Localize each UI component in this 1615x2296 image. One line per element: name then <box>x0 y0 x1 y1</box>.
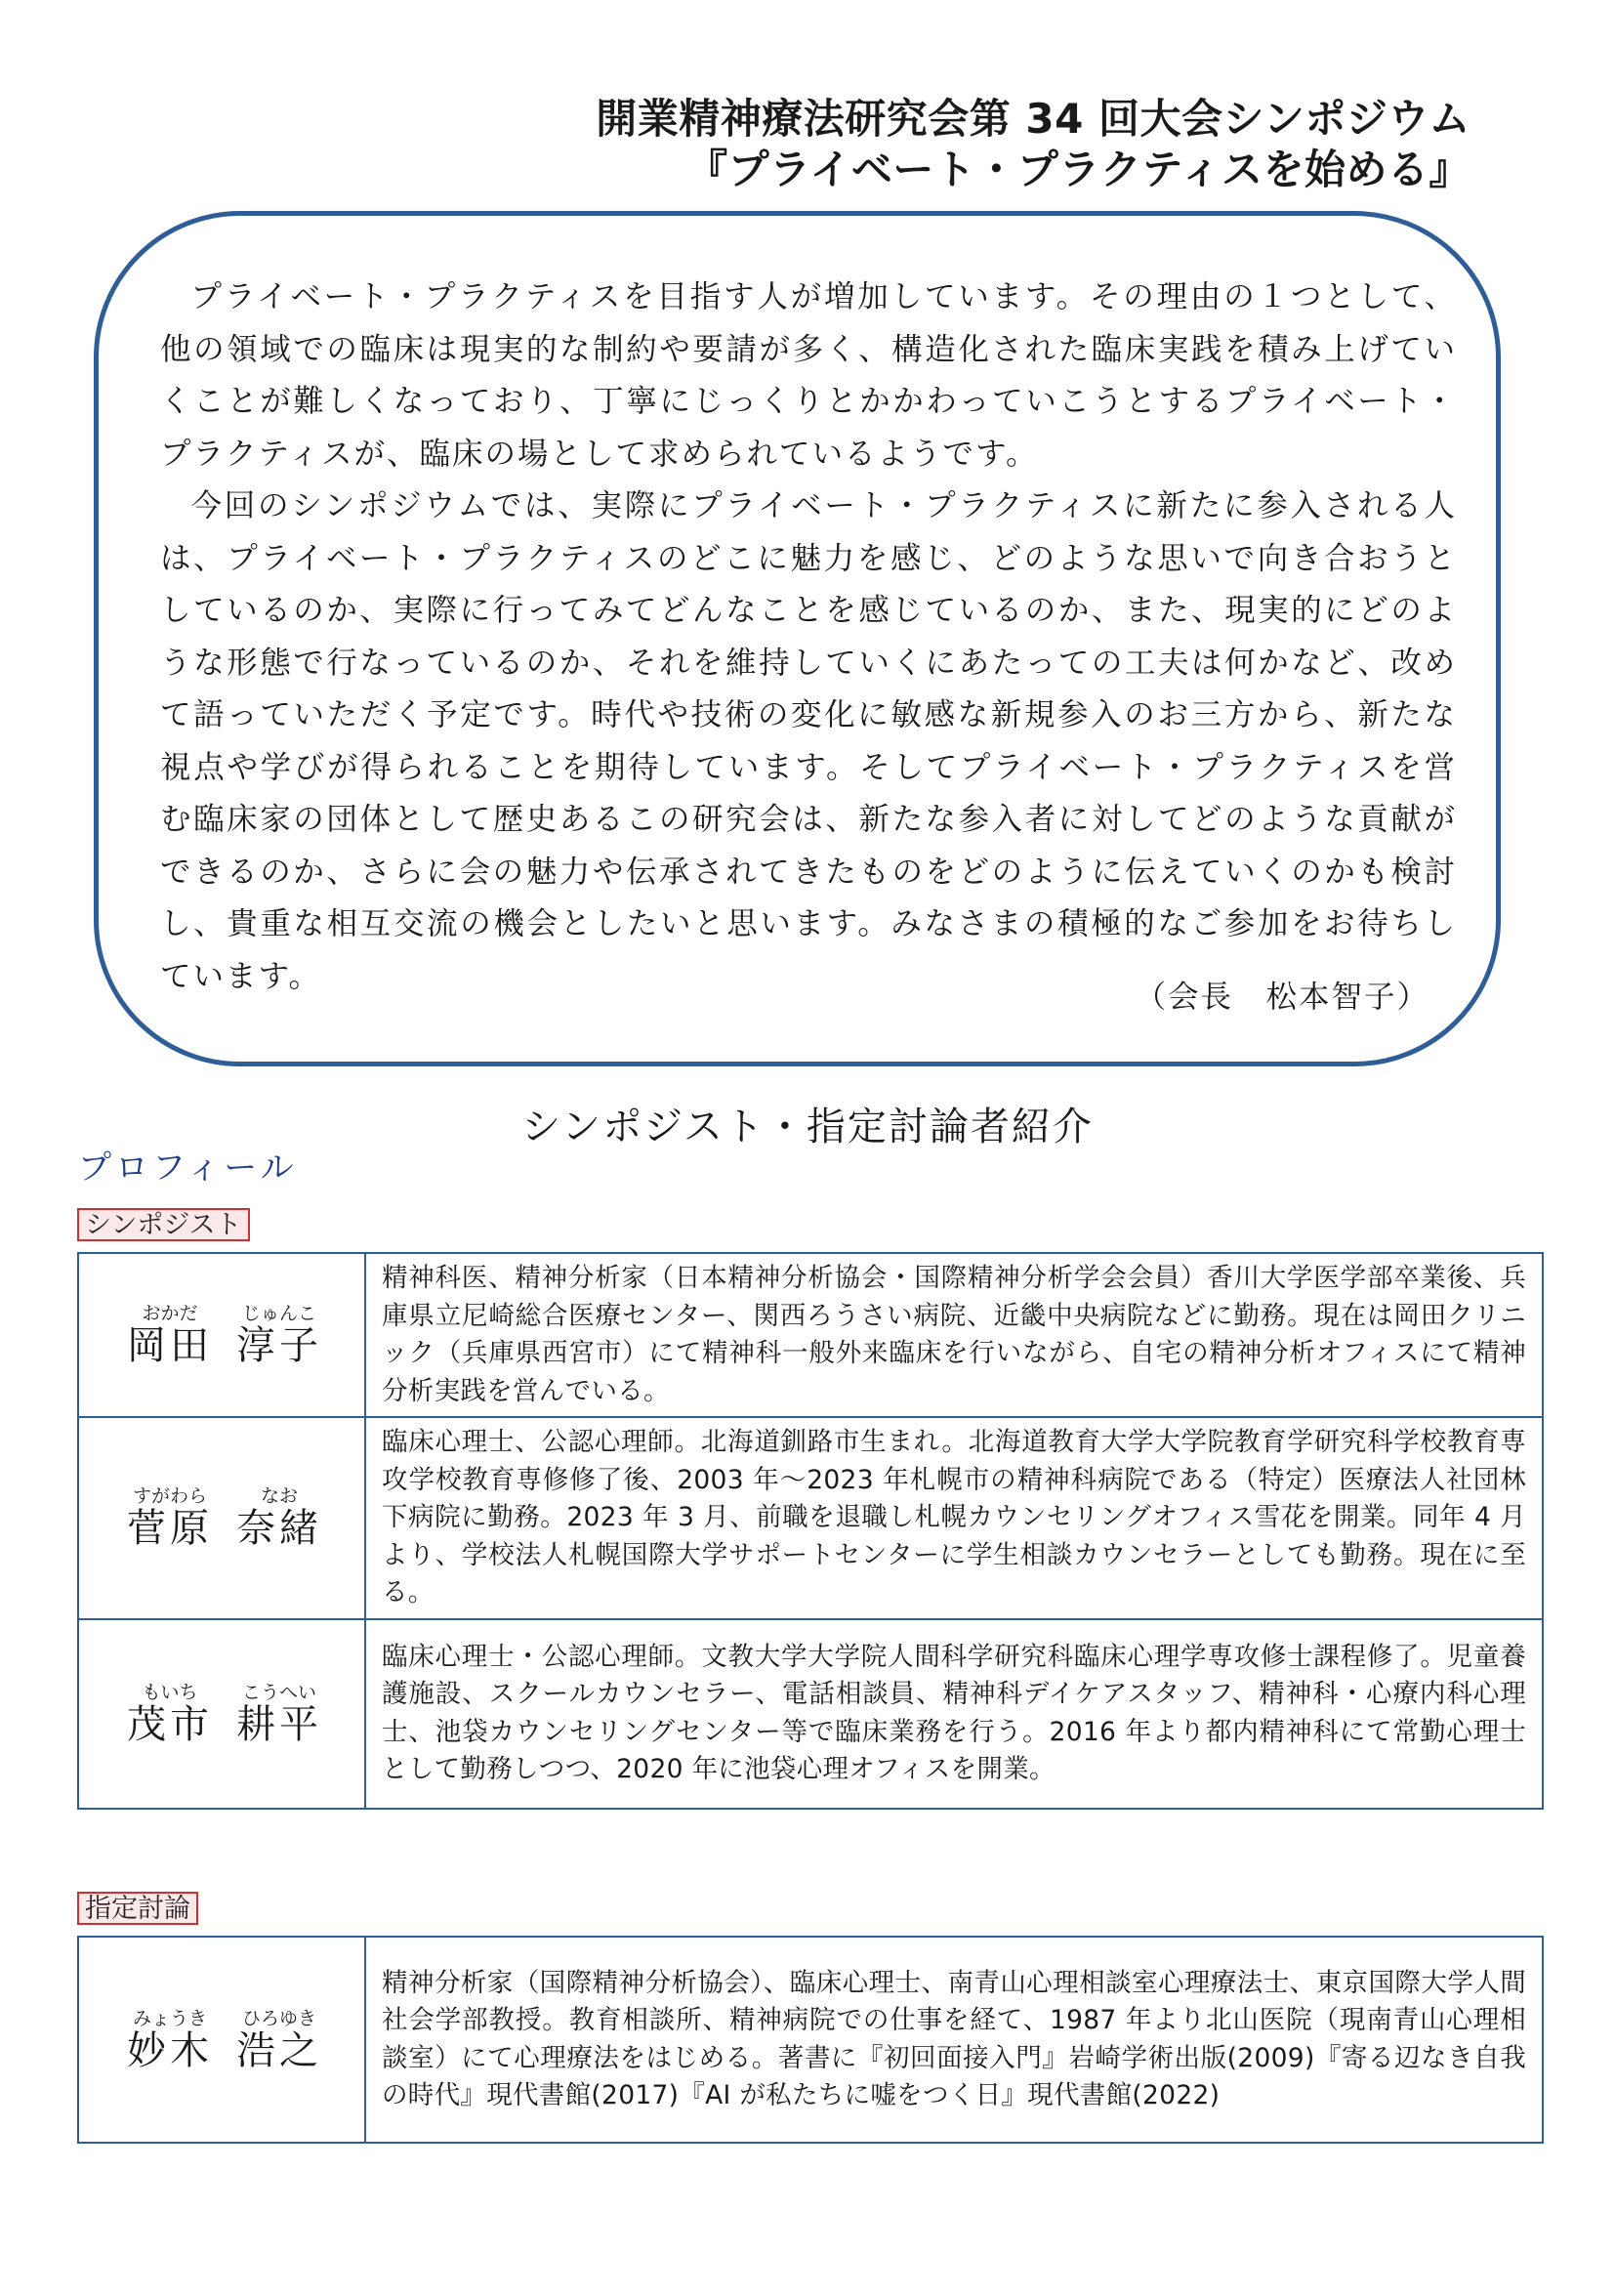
ruby-family: もいち <box>142 1681 198 1703</box>
bio-cell: 精神科医、精神分析家（日本精神分析協会・国際精神分析学会会員）香川大学医学部卒業後、兵庫県立尼崎総合医療センター、関西ろうさい病院、近畿中央病院などに勤務。現在は岡田クリニック（兵庫県西宮市）にて精神科一般外来臨床を行いながら、自宅の精神分析オフィスにて精神分析実践を営んでいる。 <box>365 1253 1543 1417</box>
table-row <box>78 1619 1543 1809</box>
symposist-tag: シンポジスト <box>77 1208 250 1241</box>
intro-text <box>160 271 1457 1003</box>
name-cell <box>78 1417 365 1619</box>
bio-cell: 臨床心理士・公認心理師。文教大学大学院人間科学研究科臨床心理学専攻修士課程修了。児童養護施設、スクールカウンセラー、電話相談員、精神科デイケアスタッフ、精神科・心療内科心理士、池袋カウンセリングセンター等で臨床業務を行う。2016 年より都内精神科にて常勤心理士として勤務しつつ、2020 年に池袋心理オフィスを開業。 <box>365 1619 1543 1809</box>
bio-cell: 精神分析家（国際精神分析協会）、臨床心理士、南青山心理相談室心理療法士、東京国際大学人間社会学部教授。教育相談所、精神病院での仕事を経て、1987 年より北山医院（現南青山心理相談室）にて心理療法をはじめる。著書に『初回面接入門』岩崎学術出版(2009)『寄る辺なき自我の時代』現代書館(2017)『AI が私たちに嘘をつく日』現代書館(2022) <box>365 1937 1543 2143</box>
person-name <box>112 1682 331 1746</box>
name-given: 浩之 <box>236 2027 322 2073</box>
name-family: 茂市 <box>127 1701 213 1747</box>
table-row <box>78 1417 1543 1619</box>
name-given: 耕平 <box>236 1701 322 1747</box>
table-row <box>78 1253 1543 1417</box>
name-ruby <box>112 1682 331 1703</box>
ruby-family: すがわら <box>132 1485 207 1508</box>
name-cell <box>78 1619 365 1809</box>
name-kanji <box>112 2029 331 2072</box>
name-cell <box>78 1253 365 1417</box>
bio-cell: 臨床心理士、公認心理師。北海道釧路市生まれ。北海道教育大学大学院教育学研究科学校教育専攻学校教育専修修了後、2003 年～2023 年札幌市の精神科病院である（特定）医療法人社団林下病院に勤務。2023 年 3 月、前職を退職し札幌カウンセリングオフィス雪花を開業。同年 4 月より、学校法人札幌国際大学サポートセンターに学生相談カウンセラーとしても勤務。現在に至る。 <box>365 1417 1543 1619</box>
intro-signature: （会長 松本智子） <box>1135 980 1429 1015</box>
name-ruby <box>112 1303 331 1324</box>
name-ruby <box>112 1485 331 1507</box>
page-subtitle: 『プライベート・プラクティスを始める』 <box>686 146 1470 193</box>
page-title: 開業精神療法研究会第 34 回大会シンポジウム <box>596 95 1470 143</box>
ruby-given: こうへい <box>241 1681 316 1703</box>
name-kanji <box>112 1507 331 1550</box>
section-title: シンポジスト・指定討論者紹介 <box>521 1105 1094 1149</box>
ruby-given: ひろゆき <box>241 2007 316 2029</box>
name-family: 妙木 <box>127 2027 213 2073</box>
table-row <box>78 1937 1543 2143</box>
name-ruby <box>112 2008 331 2029</box>
name-kanji <box>112 1703 331 1746</box>
name-given: 奈緒 <box>236 1506 322 1552</box>
symposist-table <box>77 1252 1544 1810</box>
discussant-table <box>77 1936 1544 2144</box>
ruby-family: おかだ <box>142 1303 198 1324</box>
profile-heading: プロフィール <box>78 1148 298 1188</box>
intro-paragraph-2: 今回のシンポジウムでは、実際にプライベート・プラクティスに新たに参入される人は、プライベート・プラクティスのどこに魅力を感じ、どのような思いで向き合おうとしているのか、実際に行ってみてどんなことを感じているのか、また、現実的にどのような形態で行なっているのか、それを維持していくにあたっての工夫は何かなど、改めて語っていただく予定です。時代や技術の変化に敏感な新規参入のお三方から、新たな視点や学びが得られることを期待しています。そしてプライベート・プラクティスを営む臨床家の団体として歴史あるこの研究会は、新たな参入者に対してどのような貢献ができるのか、さらに会の魅力や伝承されてきたものをどのように伝えていくのかも検討し、貴重な相互交流の機会としたいと思います。みなさまの積極的なご参加をお待ちしています。 <box>160 488 1457 994</box>
person-name <box>112 1303 331 1367</box>
discussant-tag: 指定討論 <box>77 1892 198 1925</box>
name-given: 淳子 <box>236 1323 322 1368</box>
ruby-given: じゅんこ <box>241 1303 316 1324</box>
ruby-given: なお <box>260 1485 298 1508</box>
name-family: 菅原 <box>127 1506 213 1552</box>
name-cell <box>78 1937 365 2143</box>
person-name <box>112 2008 331 2072</box>
page-title-block <box>596 94 1470 195</box>
name-family: 岡田 <box>127 1323 213 1368</box>
person-name <box>112 1485 331 1550</box>
ruby-family: みょうき <box>132 2007 207 2029</box>
name-kanji <box>112 1324 331 1367</box>
intro-paragraph-1: プライベート・プラクティスを目指す人が増加しています。その理由の１つとして、他の領域での臨床は現実的な制約や要請が多く、構造化された臨床実践を積み上げていくことが難しくなっており、丁寧にじっくりとかかわっていこうとするプライベート・プラクティスが、臨床の場として求められているようです。 <box>160 279 1457 472</box>
